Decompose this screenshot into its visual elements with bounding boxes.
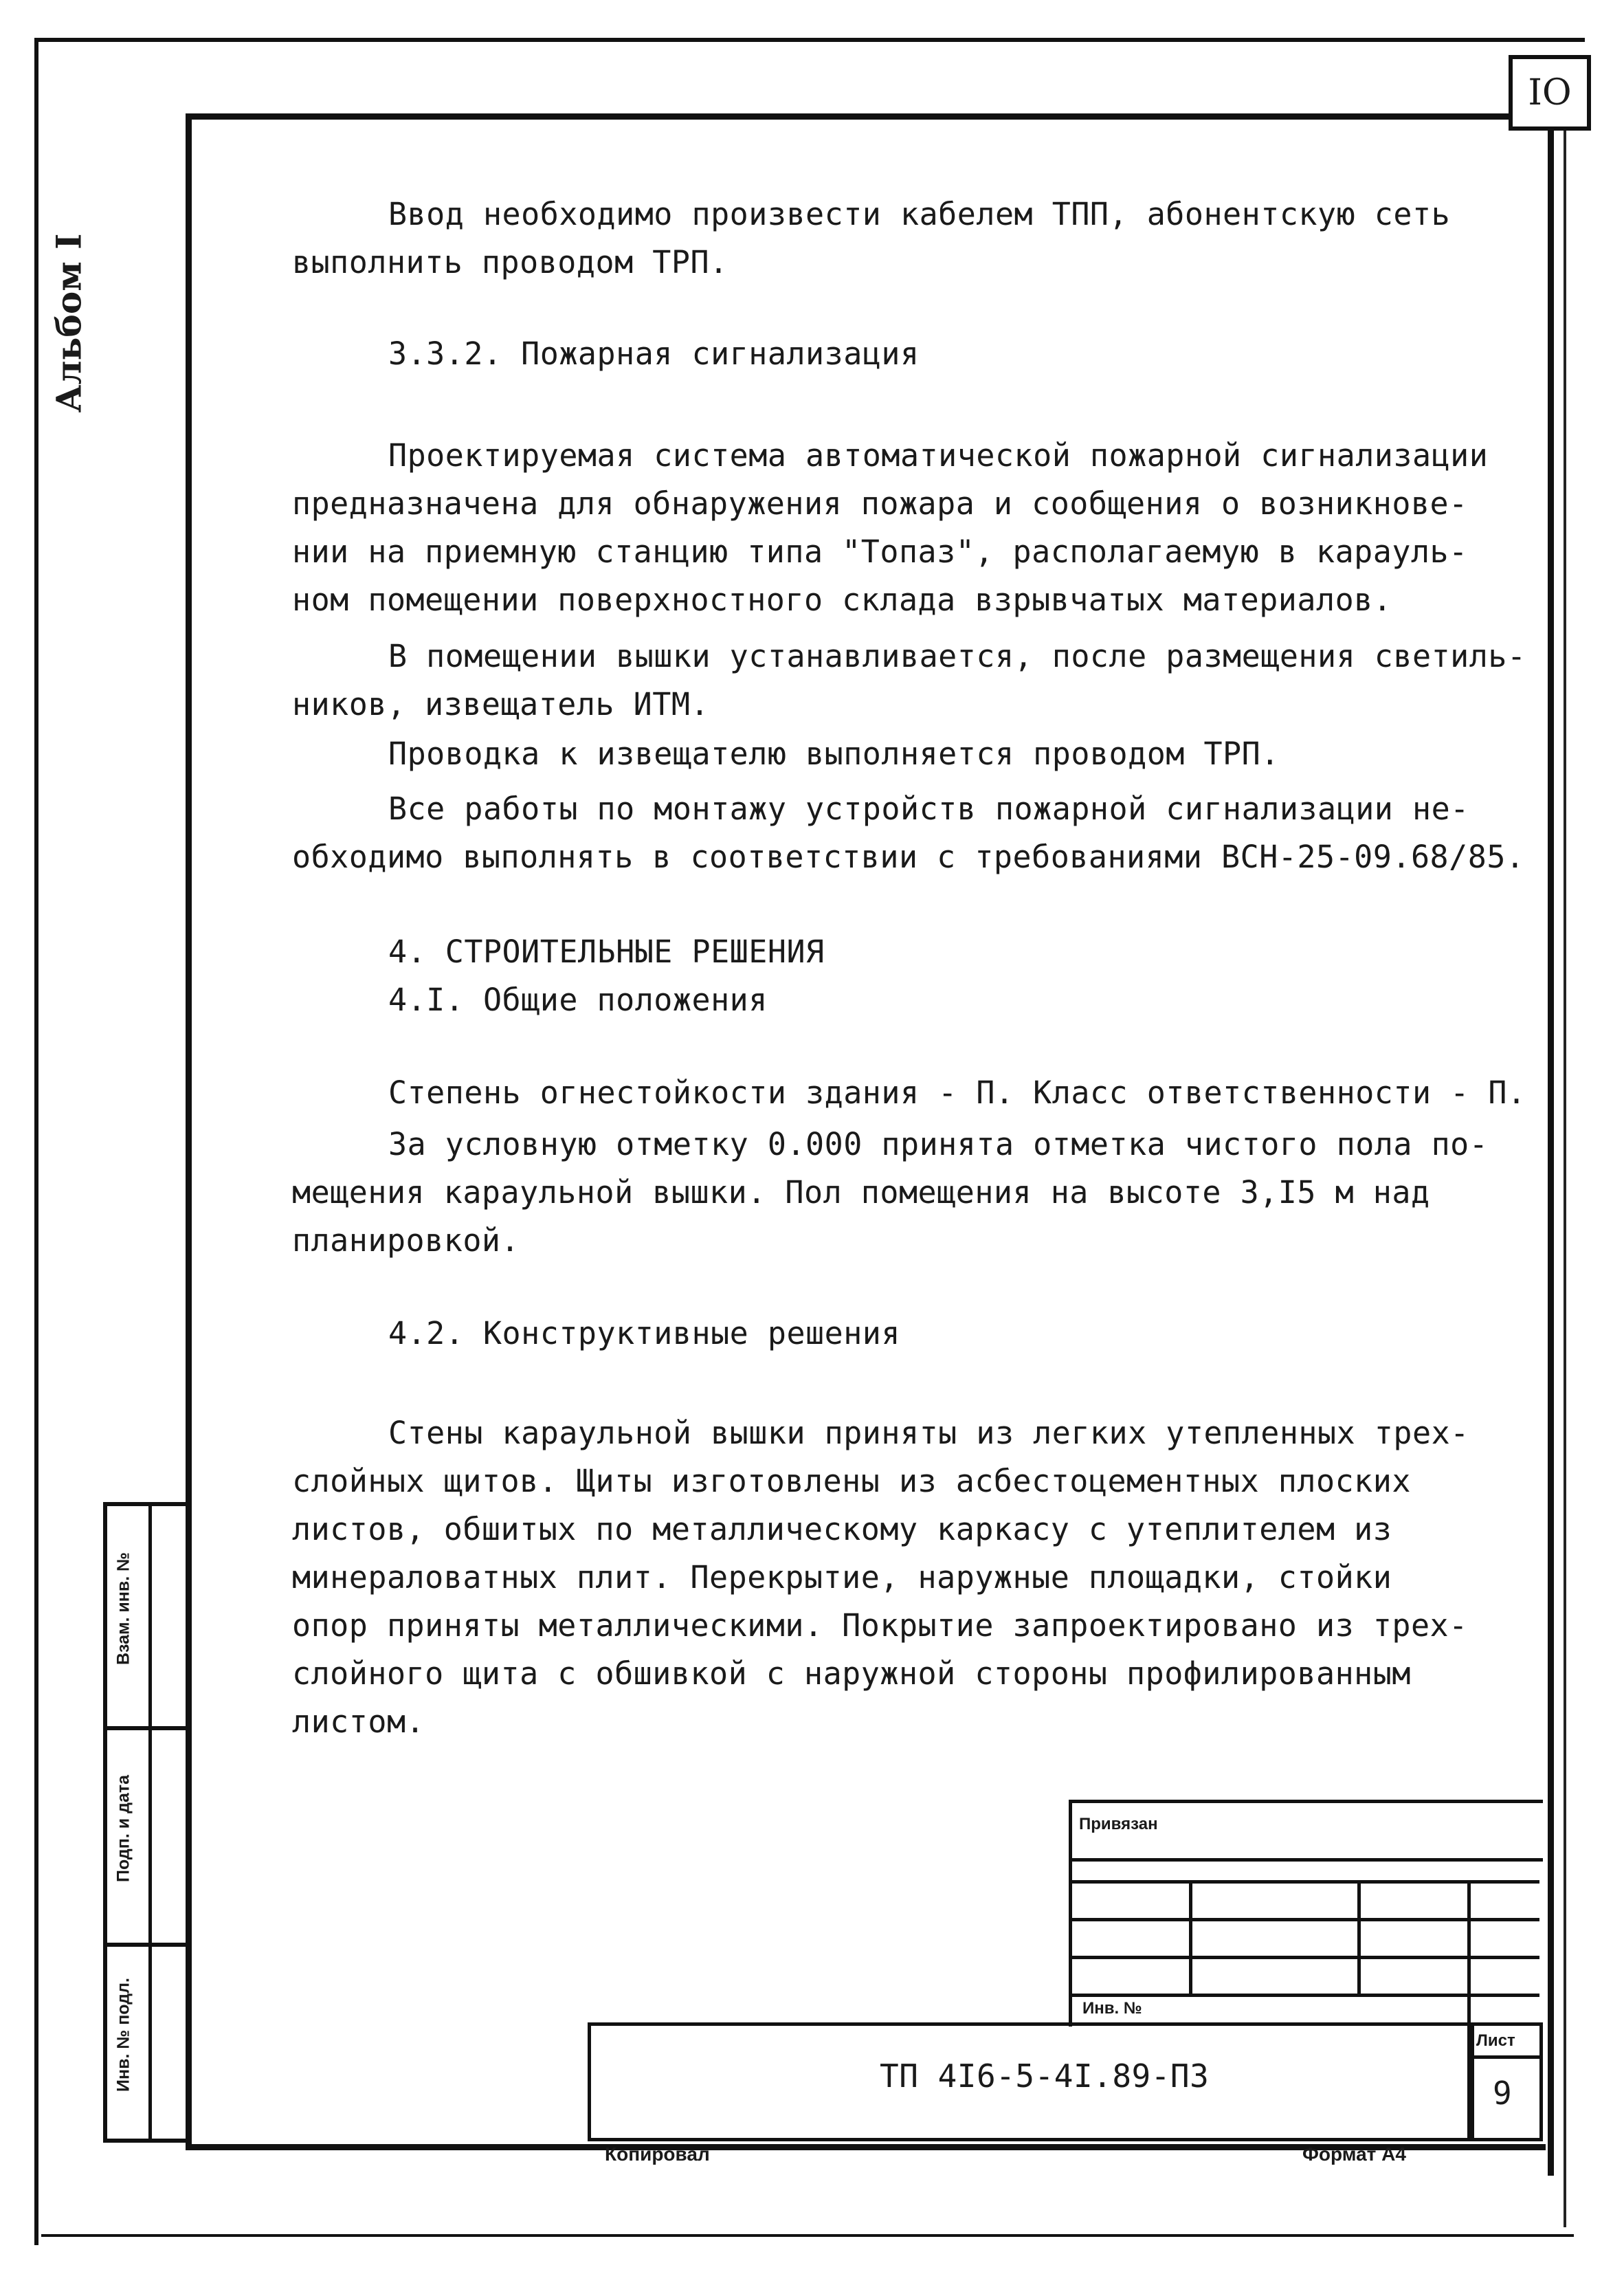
- document-code: ТП 4I6-5-4I.89-ПЗ: [880, 2057, 1210, 2095]
- album-label: Альбом I: [48, 233, 89, 413]
- paragraph-line: Проводка к извещателю выполняется проводом ТРП.: [388, 736, 1280, 772]
- section-heading: 3.3.2. Пожарная сигнализация: [388, 335, 920, 372]
- paragraph-line: Стены караульной вышки приняты из легких утепленных трех-: [388, 1415, 1469, 1451]
- paragraph-line: ников, извещатель ИТМ.: [292, 686, 710, 722]
- frame-outer-right-rule: [1564, 124, 1566, 2227]
- stamp-inv-podl: Инв. № подл.: [113, 1978, 133, 2092]
- frame-bottom-rule: [41, 2234, 1574, 2237]
- grid-line: [1357, 1880, 1361, 1994]
- paragraph-line: Все работы по монтажу устройств пожарной сигнализации не-: [388, 791, 1469, 827]
- paragraph-line: слойного щита с обшивкой с наружной стороны профилированным: [292, 1655, 1411, 1692]
- grid-line: [1467, 2055, 1539, 2059]
- title-block-inv-label: Инв. №: [1082, 1999, 1142, 2018]
- paragraph-line: За условную отметку 0.000 принята отметка чистого пола по-: [388, 1126, 1489, 1162]
- footer-format: Формат А4: [1302, 2143, 1406, 2165]
- paragraph-line: листом.: [292, 1703, 425, 1740]
- paragraph-line: ном помещении поверхностного склада взрывчатых материалов.: [292, 582, 1392, 618]
- paragraph-line: Проектируемая система автоматической пожарной сигнализации: [388, 437, 1489, 474]
- paragraph-line: листов, обшитых по металлическому каркасу с утеплителем из: [292, 1511, 1392, 1547]
- paragraph-line: опор приняты металлическими. Покрытие запроектировано из трех-: [292, 1607, 1468, 1644]
- paragraph-line: слойных щитов. Щиты изготовлены из асбестоцементных плоских: [292, 1463, 1411, 1499]
- grid-line: [1189, 1880, 1192, 1994]
- paragraph-line: Ввод необходимо произвести кабелем ТПП, абонентскую сеть: [388, 196, 1451, 232]
- frame-right-rule: [1548, 113, 1554, 2176]
- subsection-heading: 4.I. Общие положения: [388, 982, 768, 1018]
- sheet-number: 9: [1493, 2075, 1513, 2112]
- sheet-label: Лист: [1476, 2031, 1515, 2050]
- grid-line: [1467, 1880, 1471, 2024]
- paragraph-line: обходимо выполнять в соответствии с требованиями ВСН-25-09.68/85.: [292, 839, 1525, 875]
- paragraph-line: выполнить проводом ТРП.: [292, 244, 728, 280]
- paragraph-line: минераловатных плит. Перекрытие, наружные площадки, стойки: [292, 1559, 1392, 1596]
- paragraph-line: мещения караульной вышки. Пол помещения на высоте 3,I5 м над: [292, 1174, 1430, 1211]
- stamp-vzam-inv: Взам. инв. №: [113, 1552, 133, 1666]
- title-block-privyazan-label: Привязан: [1079, 1815, 1158, 1833]
- paragraph-line: нии на приемную станцию типа "Топаз", располагаемую в карауль-: [292, 533, 1468, 570]
- paragraph-line: предназначена для обнаружения пожара и сообщения о возникнове-: [292, 485, 1468, 522]
- sheet-corner-number: IO: [1509, 55, 1591, 131]
- footer-copied: Копировал: [605, 2143, 710, 2165]
- paragraph-line: В помещении вышки устанавливается, после размещения светиль-: [388, 638, 1526, 674]
- stamp-podp-data: Подп. и дата: [113, 1774, 133, 1883]
- subsection-heading: 4.2. Конструктивные решения: [388, 1315, 900, 1351]
- paragraph-line: Степень огнестойкости здания - П. Класс ответственности - П.: [388, 1074, 1526, 1111]
- section-heading: 4. СТРОИТЕЛЬНЫЕ РЕШЕНИЯ: [388, 934, 825, 970]
- paragraph-line: планировкой.: [292, 1222, 520, 1259]
